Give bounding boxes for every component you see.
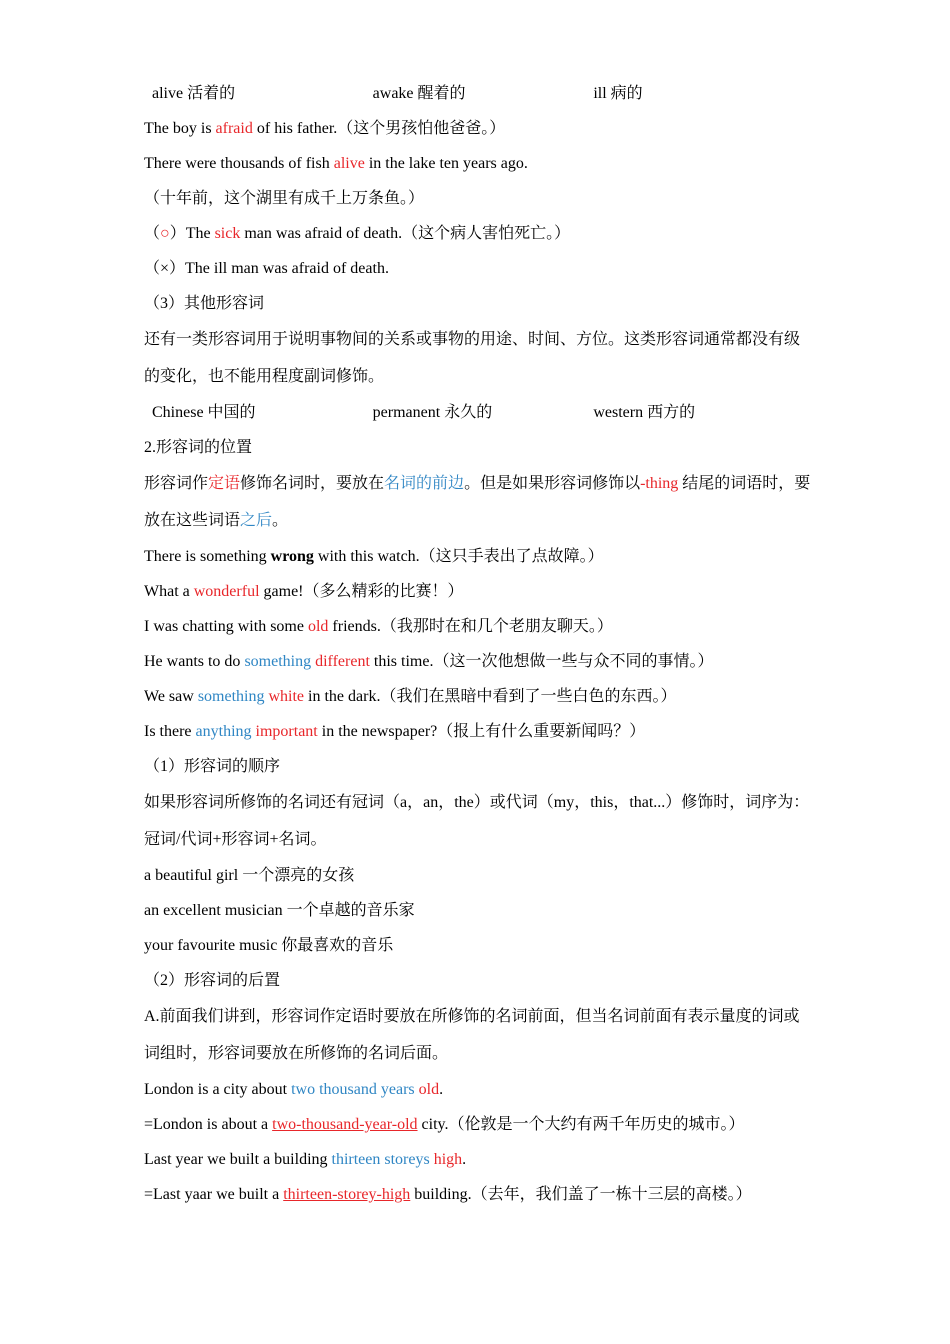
paragraph-other-adjectives: 还有一类形容词用于说明事物间的关系或事物的用途、时间、方位。这类形容词通常都没有级的变化，也不能用程度副词修饰。 — [144, 331, 801, 385]
highlight-bold: wrong — [270, 548, 314, 565]
text: with this watch.（这只手表出了点故障。） — [313, 548, 604, 565]
text: 修饰名词时，要放在 — [240, 475, 385, 492]
text: in the lake ten years ago. — [364, 155, 528, 172]
text: There is something — [144, 548, 271, 565]
example-wrong-ill: （×）The ill man was afraid of death. — [144, 260, 389, 277]
text: The boy is — [144, 120, 216, 137]
vocab-ill: ill 病的 — [593, 85, 643, 102]
example-building — [144, 1142, 814, 1177]
highlight-blue: something — [197, 688, 265, 705]
example-london-compound — [144, 1107, 814, 1142]
text: 。 — [272, 512, 289, 529]
example-building-compound — [144, 1177, 814, 1212]
example-london — [144, 1072, 814, 1107]
highlight-red: important — [255, 723, 318, 740]
text: London is a city about — [144, 1081, 292, 1098]
text: I was chatting with some — [144, 618, 308, 635]
example-correct-sick — [144, 216, 814, 251]
text: of his father.（这个男孩怕他爸爸。） — [252, 120, 506, 137]
highlight-red-underlined: two-thousand-year-old — [272, 1116, 418, 1133]
heading-other-adjectives: （3）其他形容词 — [144, 295, 265, 312]
example-beautiful-girl: a beautiful girl 一个漂亮的女孩 — [144, 867, 355, 884]
highlight-blue: 名词的前边 — [384, 475, 465, 492]
correct-mark-icon: ○ — [160, 225, 170, 242]
example-something-white — [144, 679, 814, 714]
text: What a — [144, 583, 194, 600]
text: Is there — [144, 723, 196, 740]
text: man was afraid of death.（这个病人害怕死亡。） — [240, 225, 571, 242]
highlight-blue: two thousand years — [291, 1081, 415, 1098]
document-page — [144, 76, 814, 1212]
highlight-blue: something — [244, 653, 312, 670]
highlight-red: alive — [333, 155, 365, 172]
text: building.（去年，我们盖了一栋十三层的高楼。） — [410, 1186, 752, 1203]
text: 。但是如果形容词修饰以 — [464, 475, 641, 492]
highlight-red: afraid — [215, 120, 253, 137]
text: . — [462, 1151, 467, 1168]
text: 结尾的词语时，要放在这些词语 — [144, 475, 811, 529]
text: in the dark.（我们在黑暗中看到了一些白色的东西。） — [304, 688, 677, 705]
example-afraid — [144, 111, 814, 146]
highlight-red: sick — [214, 225, 241, 242]
text: game!（多么精彩的比赛！） — [259, 583, 464, 600]
vocab-chinese: Chinese 中国的 — [152, 404, 256, 421]
vocab-row-2 — [144, 395, 814, 430]
text: this time.（这一次他想做一些与众不同的事情。） — [369, 653, 714, 670]
example-excellent-musician: an excellent musician 一个卓越的音乐家 — [144, 902, 415, 919]
text: ）The — [169, 225, 215, 242]
text: He wants to do — [144, 653, 245, 670]
example-something-different — [144, 644, 814, 679]
highlight-red: white — [268, 688, 305, 705]
text: =Last yaar we built a — [144, 1186, 284, 1203]
paragraph-adjective-position — [144, 465, 814, 539]
highlight-blue: anything — [195, 723, 252, 740]
heading-adjective-order: （1）形容词的顺序 — [144, 758, 281, 775]
highlight-red: old — [307, 618, 329, 635]
example-alive — [144, 146, 814, 181]
heading-adjective-position: 2.形容词的位置 — [144, 439, 253, 456]
example-favourite-music: your favourite music 你最喜欢的音乐 — [144, 937, 394, 954]
example-wonderful — [144, 574, 814, 609]
text: =London is about a — [144, 1116, 273, 1133]
text: There were thousands of fish — [144, 155, 334, 172]
highlight-blue: 之后 — [240, 512, 273, 529]
highlight-red: different — [315, 653, 370, 670]
vocab-western: western 西方的 — [593, 404, 696, 421]
example-wrong — [144, 539, 814, 574]
highlight-red: 定语 — [208, 475, 241, 492]
highlight-blue: thirteen storeys — [331, 1151, 430, 1168]
heading-postposition: （2）形容词的后置 — [144, 972, 281, 989]
highlight-red-underlined: thirteen-storey-high — [283, 1186, 411, 1203]
highlight-red: old — [418, 1081, 440, 1098]
text: Last year we built a building — [144, 1151, 332, 1168]
text: （ — [144, 225, 161, 242]
example-anything-important — [144, 714, 814, 749]
highlight-red: wonderful — [193, 583, 260, 600]
example-alive-translation: （十年前，这个湖里有成千上万条鱼。） — [144, 190, 425, 207]
text: friends.（我那时在和几个老朋友聊天。） — [328, 618, 613, 635]
highlight-red: -thing — [640, 475, 679, 492]
highlight-red: high — [433, 1151, 463, 1168]
text: city.（伦敦是一个大约有两千年历史的城市。） — [417, 1116, 745, 1133]
vocab-alive: alive 活着的 — [152, 85, 236, 102]
vocab-awake: awake 醒着的 — [372, 85, 466, 102]
paragraph-adjective-order: 如果形容词所修饰的名词还有冠词（a，an，the）或代词（my，this，that...）修饰时，词序为：冠词/代词+形容词+名词。 — [144, 794, 810, 848]
vocab-row-1 — [144, 76, 814, 111]
text: 形容词作 — [144, 475, 209, 492]
text: in the newspaper?（报上有什么重要新闻吗？） — [317, 723, 646, 740]
vocab-permanent: permanent 永久的 — [372, 404, 493, 421]
text: . — [439, 1081, 444, 1098]
text: We saw — [144, 688, 198, 705]
paragraph-postposition: A.前面我们讲到，形容词作定语时要放在所修饰的名词前面，但当名词前面有表示量度的词或词组时，形容词要放在所修饰的名词后面。 — [144, 1008, 800, 1062]
example-old-friends — [144, 609, 814, 644]
